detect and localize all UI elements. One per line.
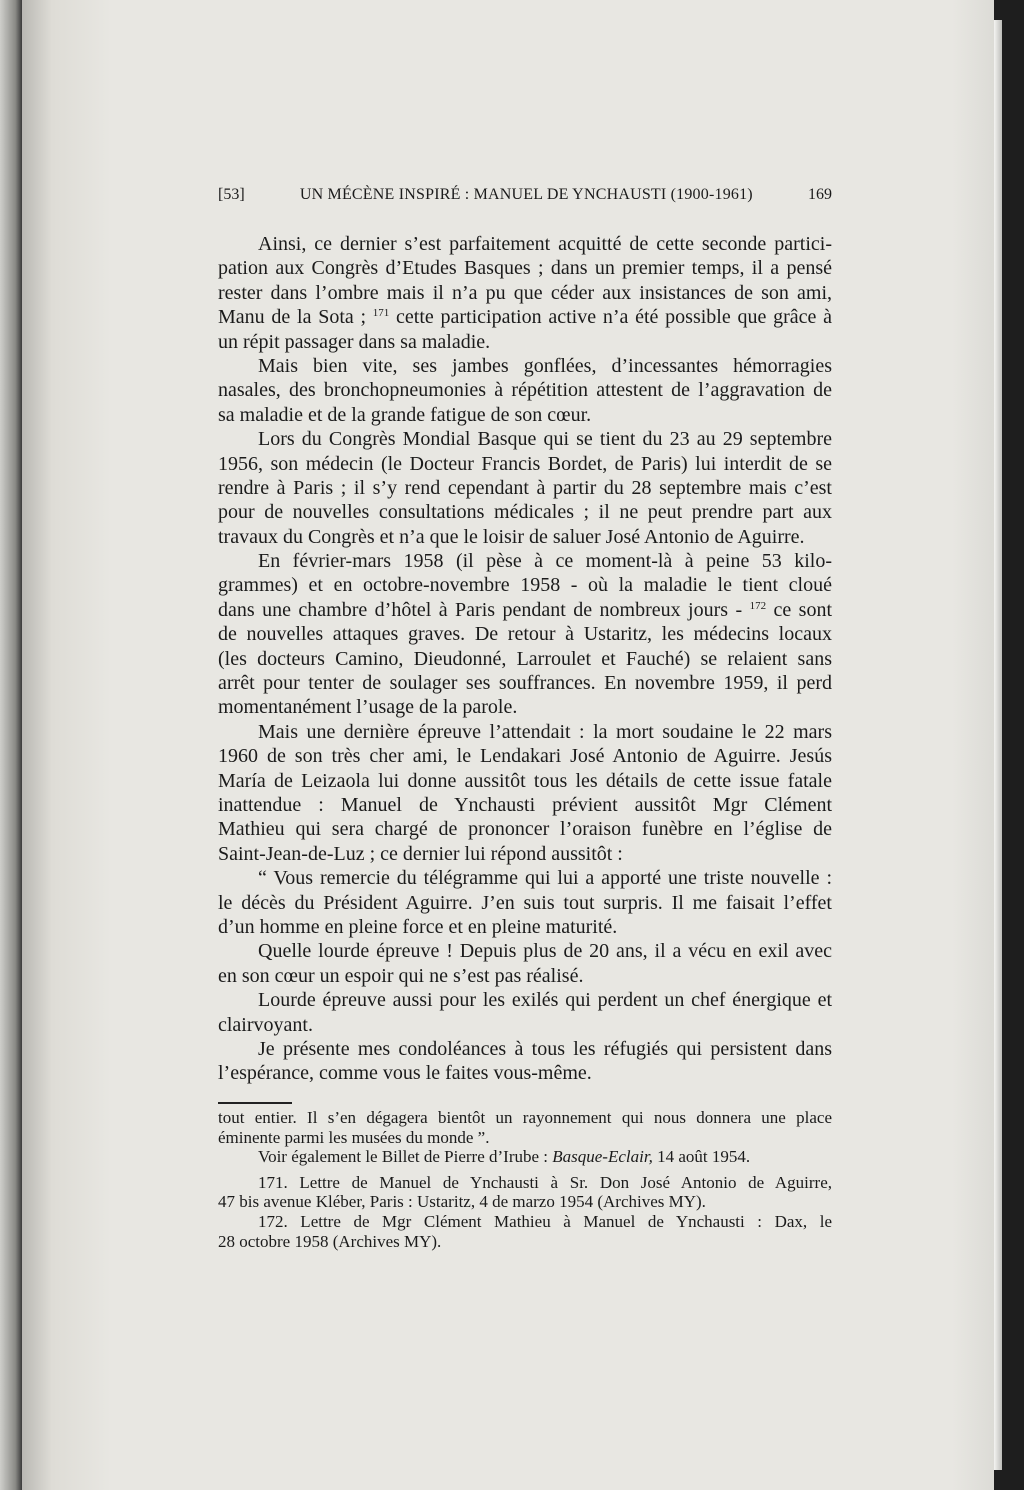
text-line: 1956, son médecin (le Docteur Francis Bordet, de Paris) lui interdit de se (218, 452, 832, 475)
running-header (218, 186, 832, 204)
footnote-ref-171: 171 (372, 307, 390, 320)
footnote-171: 171. Lettre de Manuel de Ynchausti à Sr. Don José Antonio de Aguirre, (258, 1172, 832, 1192)
running-title: UN MÉCÈNE INSPIRÉ : MANUEL DE YNCHAUSTI (1900-1961) (299, 186, 753, 203)
text-line: Mais une dernière épreuve l’attendait : la mort soudaine le 22 mars (258, 720, 832, 743)
text-line: travaux du Congrès et n’a que le loisir de saluer José Antonio de Aguirre. (218, 525, 805, 548)
text-line: inattendue : Manuel de Ynchausti prévient aussitôt Mgr Clément (218, 793, 832, 816)
quote-paragraph (218, 1037, 832, 1086)
text-fragment: Manu de la Sota ; (218, 306, 373, 329)
text-line: Je présente mes condoléances à tous les réfugiés qui persistent dans (258, 1037, 832, 1060)
text-line: d’un homme en pleine force et en pleine maturité. (218, 915, 618, 938)
footnote-line: tout entier. Il s’en dégagera bientôt un rayonnement qui nous donnera une place (218, 1108, 832, 1127)
text-line: sa maladie et de la grande fatigue de son cœur. (218, 403, 592, 426)
footnote-line: 47 bis avenue Kléber, Paris : Ustaritz, 4 de marzo 1954 (Archives MY). (218, 1192, 706, 1212)
paragraph (218, 427, 832, 549)
text-line: María de Leizaola lui donne aussitôt tous les détails de cette issue fatale (218, 769, 832, 792)
text-line: Lourde épreuve aussi pour les exilés qui perdent un chef énergique et (258, 989, 832, 1012)
footnotes (218, 1108, 832, 1251)
text-line: le décès du Président Aguirre. J’en suis tout surpris. Il me faisait l’effet (218, 891, 832, 914)
text-line: pour de nouvelles consultations médicales ; il ne peut prendre part aux (218, 501, 832, 524)
text-fragment: 14 août 1954. (652, 1147, 751, 1167)
text-line (218, 305, 832, 329)
text-line: En février-mars 1958 (il pèse à ce moment-là à peine 53 kilo- (258, 550, 832, 573)
text-line: rendre à Paris ; il s’y rend cependant à partir du 28 septembre mais c’est (218, 476, 832, 499)
text-line: Mais bien vite, ses jambes gonflées, d’incessantes hémorragies (258, 354, 832, 377)
text-line: en son cœur un espoir qui ne s’est pas réalisé. (218, 964, 584, 987)
text-line: nasales, des bronchopneumonies à répétition attestent de l’aggravation de (218, 379, 832, 402)
section-number: [53] (218, 186, 245, 203)
previous-page-edge (0, 0, 22, 1490)
text-line: momentanément l’usage de la parole. (218, 696, 518, 719)
quote-paragraph (218, 939, 832, 988)
text-line: “ Vous remercie du télégramme qui lui a apporté une triste nouvelle : (258, 867, 832, 890)
text-line: Lors du Congrès Mondial Basque qui se tient du 23 au 29 septembre (258, 428, 832, 451)
text-line: Saint-Jean-de-Luz ; ce dernier lui répond aussitôt : (218, 842, 623, 865)
publication-title: Basque-Eclair, (552, 1147, 653, 1167)
text-line: de nouvelles attaques graves. De retour à Ustaritz, les médecins locaux (218, 623, 832, 646)
text-line: pation aux Congrès d’Etudes Basques ; dans un premier temps, il a pensé (218, 257, 832, 280)
paragraph (218, 354, 832, 427)
footnote-line (218, 1147, 832, 1167)
text-line: clairvoyant. (218, 1013, 313, 1036)
text-line: (les docteurs Camino, Dieudonné, Larroulet et Fauché) se relaient sans (218, 647, 832, 670)
text-fragment: dans une chambre d’hôtel à Paris pendant de nombreux jours - (218, 598, 750, 621)
text-fragment: ce sont (766, 598, 833, 621)
paragraph (218, 232, 832, 354)
body-text (218, 232, 832, 1086)
page-stack-edge (994, 20, 1002, 1470)
paragraph (218, 549, 832, 720)
text-fragment: cette participation active n’a été possible que grâce à (389, 306, 832, 329)
footnote-172: 172. Lettre de Mgr Clément Mathieu à Manuel de Ynchausti : Dax, le (258, 1211, 832, 1231)
text-line: l’espérance, comme vous le faites vous-même. (218, 1062, 592, 1085)
text-line: Mathieu qui sera chargé de prononcer l’oraison funèbre en l’église de (218, 818, 832, 841)
text-line: arrêt pour tenter de soulager ses souffrances. En novembre 1959, il perd (218, 672, 832, 695)
paragraph (218, 720, 832, 866)
footnote-separator (218, 1102, 292, 1104)
quote-paragraph (218, 866, 832, 939)
text-line: rester dans l’ombre mais il n’a pu que céder aux insistances de son ami, (218, 281, 832, 304)
text-line: Ainsi, ce dernier s’est parfaitement acquitté de cette seconde partici- (258, 233, 832, 255)
footnote-line: éminente parmi les musées du monde ”. (218, 1127, 490, 1147)
text-line: grammes) et en octobre-novembre 1958 - où la maladie le tient cloué (218, 574, 832, 597)
text-line: Quelle lourde épreuve ! Depuis plus de 20 ans, il a vécu en exil avec (258, 940, 832, 963)
text-line (218, 598, 832, 622)
text-line: 1960 de son très cher ami, le Lendakari José Antonio de Aguirre. Jesús (218, 745, 832, 768)
quote-paragraph (218, 988, 832, 1037)
footnote-line: 28 octobre 1958 (Archives MY). (218, 1231, 442, 1251)
footnote-ref-172: 172 (749, 599, 767, 612)
page-number: 169 (808, 186, 832, 203)
text-fragment: Voir également le Billet de Pierre d’Irube : (258, 1147, 553, 1167)
text-line: un répit passager dans sa maladie. (218, 330, 491, 353)
